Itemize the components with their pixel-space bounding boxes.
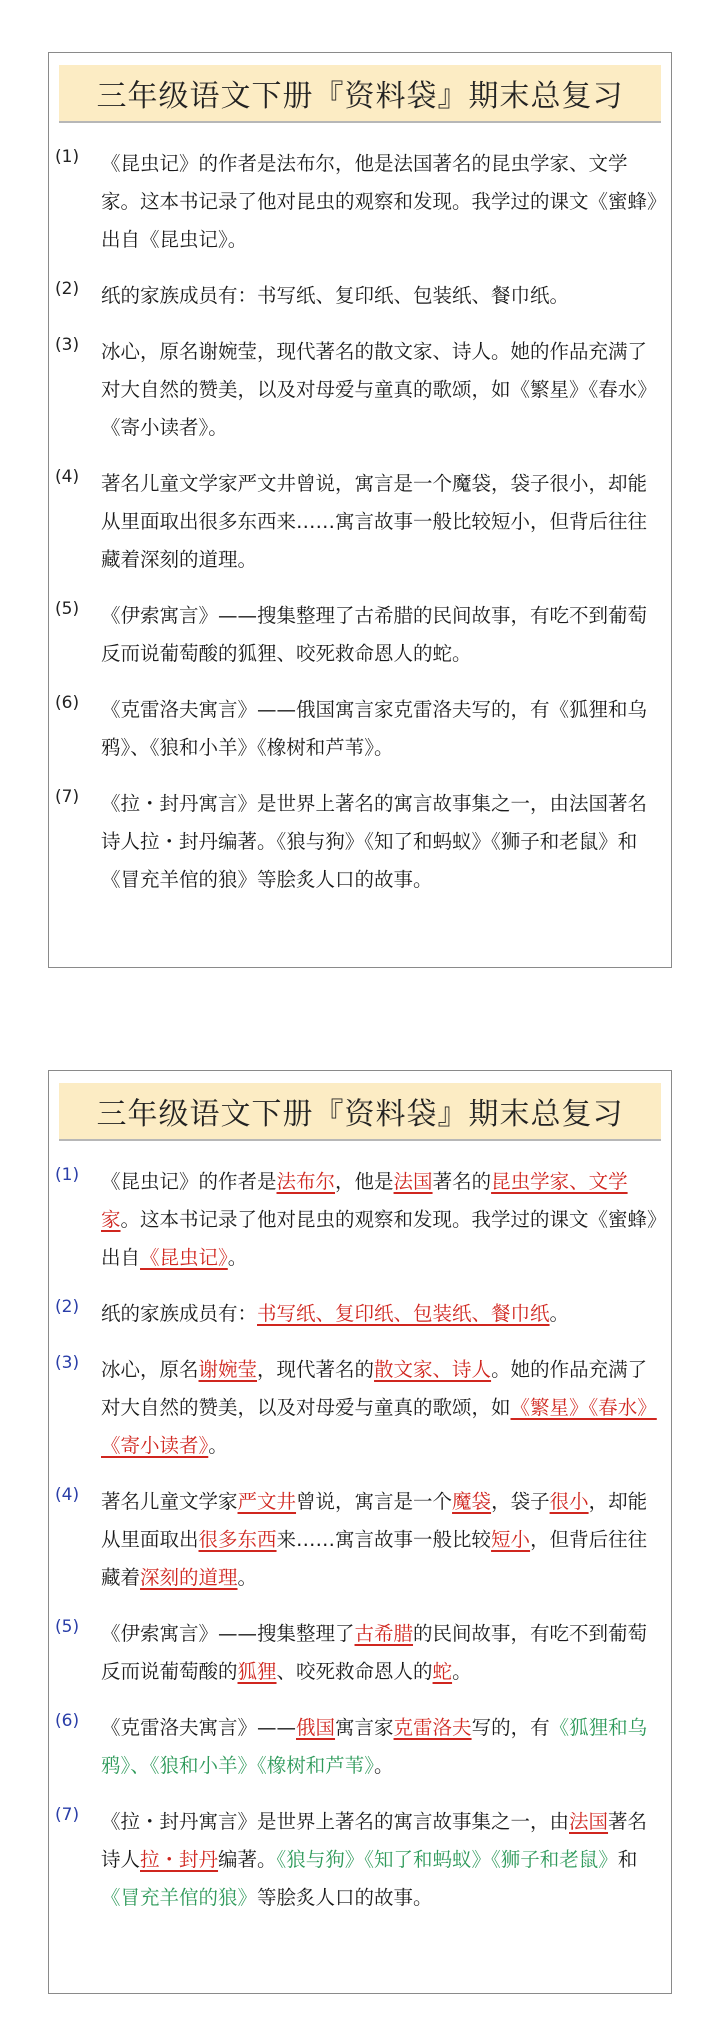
item-text bbox=[101, 691, 657, 767]
text-segment: 曾说，寓言是一个 bbox=[296, 1490, 453, 1513]
text-segment: 著名诗人 bbox=[101, 1810, 648, 1871]
item-text bbox=[101, 1351, 657, 1465]
list-item bbox=[49, 1295, 671, 1333]
item-list bbox=[49, 145, 671, 899]
text-segment: 的民间故事，有吃不到葡萄反而说葡萄酸的 bbox=[101, 1622, 648, 1683]
item-number: (5) bbox=[55, 1617, 80, 1637]
answer-key-term: 《昆虫记》 bbox=[140, 1246, 228, 1269]
text-segment: 、咬死救命恩人的 bbox=[276, 1660, 433, 1683]
item-number: (6) bbox=[55, 1711, 80, 1731]
item-number: (4) bbox=[55, 467, 80, 487]
text-segment: 《昆虫记》的作者是法布尔，他是法国著名的昆虫学家、文学家。这本书记录了他对昆虫的观察和发现。我学过的课文《蜜蜂》出自《昆虫记》。 bbox=[101, 152, 657, 251]
text-segment: 纸的家族成员有：书写纸、复印纸、包装纸、餐巾纸。 bbox=[101, 284, 570, 307]
answer-key-term: 谢婉莹 bbox=[198, 1358, 258, 1381]
text-segment: 冰心，原名 bbox=[101, 1358, 199, 1381]
answer-key-term: 严文井 bbox=[237, 1490, 297, 1513]
answer-key-term: 克雷洛夫 bbox=[393, 1716, 472, 1739]
item-number: (2) bbox=[55, 1297, 80, 1317]
text-segment: 纸的家族成员有： bbox=[101, 1302, 258, 1325]
list-item bbox=[49, 465, 671, 579]
list-item bbox=[49, 597, 671, 673]
list-item bbox=[49, 1709, 671, 1785]
answer-key-term: 深刻的道理 bbox=[140, 1566, 238, 1589]
item-text bbox=[101, 465, 657, 579]
text-segment: 《伊索寓言》——搜集整理了 bbox=[101, 1622, 355, 1645]
text-segment: 著名的 bbox=[432, 1170, 492, 1193]
item-text bbox=[101, 1709, 657, 1785]
item-number: (7) bbox=[55, 787, 80, 807]
item-text bbox=[101, 333, 657, 447]
text-segment: 《伊索寓言》——搜集整理了古希腊的民间故事，有吃不到葡萄反而说葡萄酸的狐狸、咬死救命恩人的蛇。 bbox=[101, 604, 648, 665]
answer-key-term: 短小 bbox=[491, 1528, 531, 1551]
text-segment: 等脍炙人口的故事。 bbox=[257, 1886, 433, 1909]
item-number: (1) bbox=[55, 1165, 80, 1185]
answer-key-term: 法国 bbox=[569, 1810, 609, 1833]
text-segment: 冰心，原名谢婉莹，现代著名的散文家、诗人。她的作品充满了对大自然的赞美，以及对母爱与童真的歌颂，如《繁星》《春水》《寄小读者》。 bbox=[101, 340, 657, 439]
answer-key-term: 昆虫学家、文学家 bbox=[101, 1170, 628, 1231]
list-item bbox=[49, 1351, 671, 1465]
answer-key-term: 法国 bbox=[393, 1170, 433, 1193]
text-segment: 。 bbox=[374, 1754, 394, 1777]
text-segment: 编著。 bbox=[218, 1848, 277, 1871]
text-segment: 。 bbox=[549, 1302, 570, 1325]
item-text bbox=[101, 277, 657, 315]
item-number: (5) bbox=[55, 599, 80, 619]
item-number: (4) bbox=[55, 1485, 80, 1505]
answer-key-term: 《繁星》《春水》《寄小读者》 bbox=[101, 1396, 657, 1457]
text-segment: 。 bbox=[227, 1246, 248, 1269]
text-segment: ，袋子 bbox=[491, 1490, 550, 1513]
list-item bbox=[49, 1163, 671, 1277]
item-text bbox=[101, 1295, 657, 1333]
answer-key-term: 法布尔 bbox=[276, 1170, 336, 1193]
item-text bbox=[101, 1615, 657, 1691]
answer-key-term: 俄国 bbox=[296, 1716, 336, 1739]
list-item bbox=[49, 785, 671, 899]
item-text bbox=[101, 1483, 657, 1597]
text-segment: ，现代著名的 bbox=[257, 1358, 375, 1381]
item-list bbox=[49, 1163, 671, 1917]
worksheet-title: 三年级语文下册『资料袋』期末总复习 bbox=[59, 65, 661, 123]
item-number: (2) bbox=[55, 279, 80, 299]
answer-key-term: 魔袋 bbox=[452, 1490, 492, 1513]
answer-key-term: 很多东西 bbox=[198, 1528, 277, 1551]
text-segment: 《克雷洛夫寓言》—— bbox=[101, 1716, 297, 1739]
answer-key-title: 《狼与狗》《知了和蚂蚁》《狮子和老鼠》 bbox=[276, 1848, 618, 1871]
text-segment: 来……寓言故事一般比较 bbox=[276, 1528, 492, 1551]
list-item bbox=[49, 333, 671, 447]
text-segment: 寓言家 bbox=[335, 1716, 394, 1739]
answer-key-term: 蛇 bbox=[432, 1660, 453, 1683]
list-item bbox=[49, 691, 671, 767]
text-segment: 。她的作品充满了对大自然的赞美，以及对母爱与童真的歌颂，如 bbox=[101, 1358, 648, 1419]
answer-key-term: 书写纸、复印纸、包装纸、餐巾纸 bbox=[257, 1302, 550, 1325]
text-segment: 。 bbox=[452, 1660, 472, 1683]
list-item bbox=[49, 1483, 671, 1597]
item-number: (6) bbox=[55, 693, 80, 713]
answer-key-title: 《冒充羊倌的狼》 bbox=[101, 1886, 258, 1909]
worksheet-answers bbox=[48, 1070, 672, 1994]
item-number: (3) bbox=[55, 1353, 80, 1373]
answer-key-term: 古希腊 bbox=[354, 1622, 414, 1645]
worksheet-blank bbox=[48, 52, 672, 968]
list-item bbox=[49, 145, 671, 259]
text-segment: ，他是 bbox=[335, 1170, 394, 1193]
item-text bbox=[101, 1163, 657, 1277]
item-text bbox=[101, 597, 657, 673]
answer-key-term: 狐狸 bbox=[237, 1660, 277, 1683]
text-segment: 《拉・封丹寓言》是世界上著名的寓言故事集之一，由法国著名诗人拉・封丹编著。《狼与狗》《知了和蚂蚁》《狮子和老鼠》和《冒充羊倌的狼》等脍炙人口的故事。 bbox=[101, 792, 648, 891]
text-segment: 。这本书记录了他对昆虫的观察和发现。我学过的课文《蜜蜂》出自 bbox=[101, 1208, 657, 1269]
text-segment: 。 bbox=[237, 1566, 258, 1589]
text-segment: 。 bbox=[208, 1434, 228, 1457]
text-segment: 著名儿童文学家 bbox=[101, 1490, 238, 1513]
item-text bbox=[101, 145, 657, 259]
item-number: (7) bbox=[55, 1805, 80, 1825]
text-segment: 和 bbox=[617, 1848, 638, 1871]
text-segment: 著名儿童文学家严文井曾说，寓言是一个魔袋，袋子很小，却能从里面取出很多东西来……寓言故事一般比较短小，但背后往往藏着深刻的道理。 bbox=[101, 472, 648, 571]
text-segment: ，却能从里面取出 bbox=[101, 1490, 648, 1551]
answer-key-title: 《狐狸和乌鸦》、《狼和小羊》《橡树和芦苇》 bbox=[101, 1716, 648, 1777]
text-segment: 《昆虫记》的作者是 bbox=[101, 1170, 277, 1193]
answer-key-term: 拉・封丹 bbox=[140, 1848, 219, 1871]
item-number: (1) bbox=[55, 147, 80, 167]
text-segment: 写的，有 bbox=[471, 1716, 550, 1739]
item-number: (3) bbox=[55, 335, 80, 355]
worksheet-title: 三年级语文下册『资料袋』期末总复习 bbox=[59, 1083, 661, 1141]
text-segment: 《克雷洛夫寓言》——俄国寓言家克雷洛夫写的，有《狐狸和乌鸦》、《狼和小羊》《橡树和芦苇》。 bbox=[101, 698, 648, 759]
text-segment: 《拉・封丹寓言》是世界上著名的寓言故事集之一，由 bbox=[101, 1810, 570, 1833]
list-item bbox=[49, 277, 671, 315]
text-segment: ，但背后往往藏着 bbox=[101, 1528, 648, 1589]
answer-key-term: 散文家、诗人 bbox=[374, 1358, 492, 1381]
list-item bbox=[49, 1615, 671, 1691]
answer-key-term: 很小 bbox=[549, 1490, 589, 1513]
item-text bbox=[101, 785, 657, 899]
item-text bbox=[101, 1803, 657, 1917]
list-item bbox=[49, 1803, 671, 1917]
